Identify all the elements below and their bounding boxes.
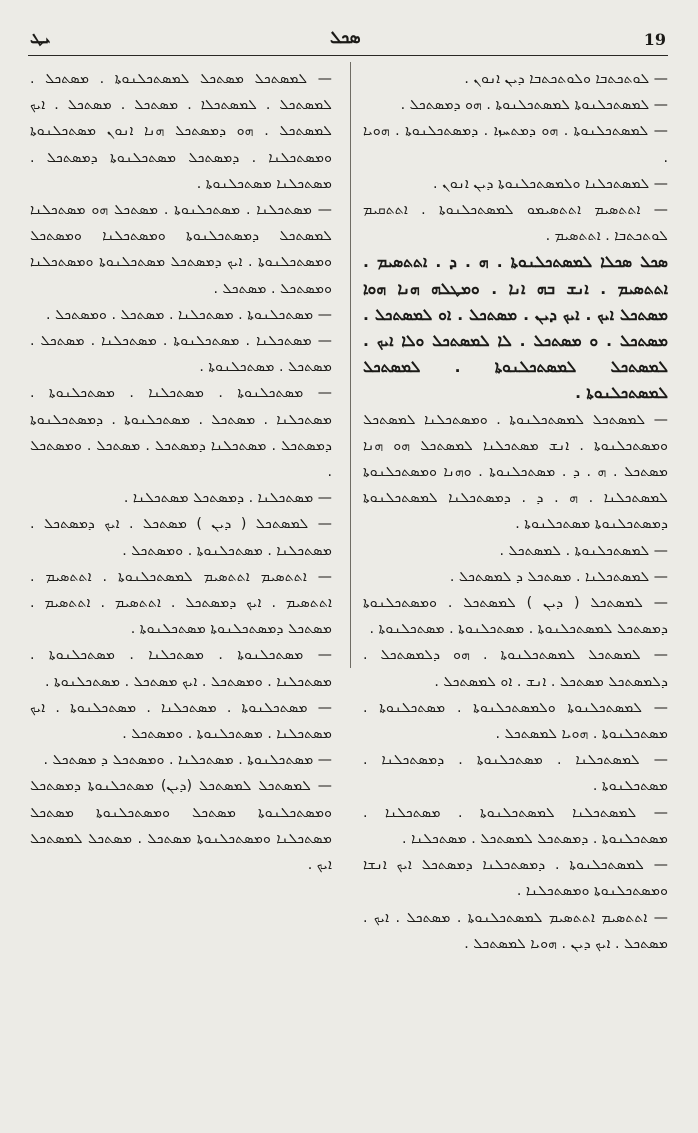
syriac-page-number: ܝܛ (30, 28, 51, 48)
entry: — ܠܡܣܬܟܠ ܠܡܣܬܟܠܢܘܬܐ . ܘܡܣܬܟܠܢܐ ܠܡܣܬܟܠ ܘܡܣܬܟܠܢܘܬܐ . ܐܢܫ ܡܣܬܟܠܢܐ ܠܡܣܬܟܠ ܗܘ ܗܢܐ ܡܣܬܟܠ . ܗ . ܕ . ܡܣܬܟܠܢܘܬܐ . ܘܗܢܐ ܘܡܣܬܟܠܢܘܬܐ ܠܡܣܬܟܠܢܐ . ܗ . ܕ . ܕܡܣܬܟܠܢܐ ܠܡܣܬܟܠܢܘܬܐ ܕܡܣܬܟܠܢܘܬܐ ܡܣܬܟܠܢܘܬܐ . (363, 411, 668, 533)
page-header (0, 26, 698, 56)
entry: — ܐܬܬܣܝܡ ܐܬܬܣܝܡ ܠܡܣܬܟܠܢܘܬܐ . ܡܣܬܟܠ . ܐܝܟ . ܡܣܬܟܠ . ܐܝܟ ܕܝܢ . ܗܘܝܐ ܠܡܣܬܟܠ . (363, 909, 668, 952)
running-head: ܣܟܠ (330, 28, 361, 48)
entry: — ܠܡܣܬܟܠܢܐ ܠܡܣܬܟܠܢܘܬܐ . ܡܣܬܟܠܢܐ . ܡܣܬܟܠܢܘܬܐ . ܕܡܣܬܟܠ ܠܡܣܬܟܠ . ܡܣܬܟܠܢܐ . (363, 804, 668, 847)
entry: — ܡܣܬܟܠܢܘܬܐ . ܡܣܬܟܠܢܐ . ܡܣܬܟܠܢܘܬܐ . ܡܣܬܟܠܢܐ . ܘܡܣܬܟܠ . ܐܝܟ ܡܣܬܟܠ . ܡܣܬܟܠܢܘܬܐ . (30, 647, 332, 690)
entry: — ܠܡܣܬܟܠܢܐ . ܡܣܬܟܠܢܘܬܐ . ܕܡܣܬܟܠܢܐ . ܡܣܬܟܠܢܘܬܐ . (363, 752, 668, 795)
headword-entry: ܣܟܠ ܣܟܠܐ ܠܡܣܬܟܠܢܘܬܐ . ܗ . ܕ . ܐܬܬܣܝܡ . ܐܬܬܣܝܡ . ܐܢܫ ܒܗ ܐܢܐ . ܘܡܛܠܗ ܗܢܐ ܗܘܐ ܡܣܬܟܠ ܐܝܟ . ܐܝܟ ܕܝܢ . ܡܣܬܟܠ . ܐܘ ܠܡܣܬܟܠ . ܡܣܬܟܠ . ܘ ܡܣܬܟܠ . ܠܐ ܠܡܣܬܟܠ ܘܠܐ ܐܝܟ . ܠܡܣܬܟܠ ܠܡܣܬܟܠܢܘܬܐ . ܠܡܣܬܟܠ ܠܡܣܬܟܠܢܘܬܐ . (363, 253, 668, 403)
entry: — ܠܡܣܬܟܠܢܘܬܐ . ܠܡܣܬܟܠ . (499, 542, 668, 559)
entry: — ܐܬܬܣܝܡ ܐܬܬܣܝܡܘ ܠܡܣܬܟܠܢܘܬܐ . ܐܬܬܩܝܡ ܠܘܬܟܬܒܐ . ܐܬܬܣܝܡ . (363, 202, 668, 245)
column-divider (350, 62, 351, 668)
entry: — ܡܣܬܟܠܢܐ . ܕܡܣܬܟܠ ܡܣܬܟܠܢܐ . (123, 490, 332, 507)
entry: — ܠܡܣܬܟܠ ܡܣܬܟܠ ܠܡܣܬܟܠܢܘܬܐ . ܡܣܬܟܠ . ܠܡܣܬܟܠ . ܠܡܣܬܟܠܐ . ܡܣܬܟܠ . ܡܣܬܟܠ . ܐܝܟ ܠܡܣܬܟܠ . ܗܘ ܕܡܣܬܟܠ ܗܢܐ ܐܢܘܢ ܡܣܬܟܠܢܘܬܐ ܘܡܣܬܟܠܢܐ . ܕܡܣܬܟܠ ܡܣܬܟܠܢܘܬܐ ܕܡܣܬܟܠ . ܡܣܬܟܠܢܐ ܡܣܬܟܠܢܘܬܐ . (30, 71, 332, 192)
entry: — ܡܣܬܟܠܢܐ . ܡܣܬܟܠܢܘܬܐ . ܡܣܬܟܠܢܐ . ܡܣܬܟܠ . ܡܣܬܟܠ . ܡܣܬܟܠܢܘܬܐ . (30, 333, 332, 376)
entry: — ܠܡܣܬܟܠܢܘܬܐ ܠܡܣܬܟܠܢܘܬܐ . ܗܘ ܕܡܣܬܟܠ . (400, 97, 668, 114)
entry: — ܡܣܬܟܠܢܐ . ܡܣܬܟܠܢܘܬܐ . ܡܣܬܟܠ ܗܘ ܡܣܬܟܠܢܐ ܠܡܣܬܟܠ ܕܡܣܬܟܠܢܘܬܐ ܘܡܣܬܟܠܢܐ ܘܡܣܬܟܠ ܘܡܣܬܟܠܢܘܬܐ . ܐܝܟ ܕܡܣܬܟܠ ܡܣܬܟܠܢܘܬܐ ܘܡܣܬܟܠܢܐ ܘܡܣܬܟܠ . ܡܣܬܟܠ . (30, 202, 332, 297)
entry: — ܐܬܬܣܝܡ ܐܬܬܣܝܡ ܠܡܣܬܟܠܢܘܬܐ . ܐܬܬܣܝܡ . ܐܬܬܣܝܡ . ܐܝܟ ܕܡܣܬܟܠ . ܐܬܬܣܝܡ . ܐܬܬܣܝܡ . ܡܣܬܟܠ ܕܡܣܬܟܠܢܘܬܐ ܡܣܬܟܠܢܘܬܐ . (30, 568, 332, 638)
entry: — ܠܡܣܬܟܠܢܘܬܐ ܘܠܡܣܬܟܠܢܘܬܐ . ܡܣܬܟܠܢܘܬܐ . ܡܣܬܟܠܢܘܬܐ . ܗܘܝܐ ܠܡܣܬܟܠ . (363, 699, 668, 743)
entry: — ܠܘܬܟܬܒܐ ܘܠܘܬܟܬܒܐ ܕܝܢ ܐܢܘܢ . (464, 71, 668, 87)
header-rule (28, 55, 668, 56)
entry: — ܡܣܬܟܠܢܘܬܐ . ܡܣܬܟܠܢܐ . ܡܣܬܟܠܢܘܬܐ . ܡܣܬܟܠܢܐ . ܡܣܬܟܠ . ܡܣܬܟܠܢܘܬܐ . ܕܡܣܬܟܠܢܘܬܐ ܕܡܣܬܟܠ . ܡܣܬܟܠܢܐ ܕܡܣܬܟܠ . ܡܣܬܟܠ . ܘܡܣܬܟܠ . (30, 385, 332, 481)
entry: — ܡܣܬܟܠܢܘܬܐ . ܡܣܬܟܠܢܐ . ܡܣܬܟܠ . ܘܡܣܬܟܠ . (46, 306, 332, 323)
entry: — ܠܡܣܬܟܠܢܐ ܘܠܡܣܬܟܠܢܘܬܐ ܕܝܢ ܐܢܘܢ . (433, 175, 668, 192)
entry: — ܡܣܬܟܠܢܘܬܐ . ܡܣܬܟܠܢܐ . ܡܣܬܟܠܢܘܬܐ . ܐܝܟ ܡܣܬܟܠܢܐ . ܡܣܬܟܠܢܘܬܐ . ܘܡܣܬܟܠ . (30, 699, 332, 743)
left-column (30, 66, 332, 878)
entry: — ܠܡܣܬܟܠܢܘܬܐ . ܕܡܣܬܟܠܢܐ ܕܡܣܬܟܠ ܐܝܟ ܐܢܫܐ ܘܡܣܬܟܠܢܘܬܐ ܘܡܣܬܟܠܢܐ . (363, 857, 668, 900)
entry: — ܠܡܣܬܟܠ ܠܡܣܬܟܠ (ܕܝܢ) ܡܣܬܟܠܢܘܬܐ ܕܡܣܬܟܠ ܘܡܣܬܟܠܢܘܬܐ ܡܣܬܟܠ ܘܡܣܬܟܠܢܘܬܐ ܡܣܬܟܠ ܡܣܬܟܠܢܐ ܘܡܣܬܟܠܢܘܬܐ ܡܣܬܟܠ . ܡܣܬܟܠ ܠܡܣܬܟܠ ܐܝܟ . (30, 778, 332, 874)
entry: — ܠܡܣܬܟܠ ܠܡܣܬܟܠܢܘܬܐ . ܗܘ ܕܠܡܣܬܟܠ . ܕܠܡܣܬܟܠ ܡܣܬܟܠ . ܐܢܫ . ܐܘ ܠܡܣܬܟܠ . (363, 647, 668, 690)
entry: — ܠܡܣܬܟܠܢܘܬܐ . ܗܘ ܕܡܬܚܙܐ . ܕܡܣܬܟܠܢܘܬܐ . ܗܘܝܐ . (363, 123, 668, 166)
entry: — ܡܣܬܟܠܢܘܬܐ . ܡܣܬܟܠܢܐ . ܘܡܣܬܟܠ ܕ ܡܣܬܟܠ . (43, 752, 332, 769)
entry: — ܠܡܣܬܟܠܢܐ . ܡܣܬܟܠ ܕ ܠܡܣܬܟܠ . (449, 568, 668, 585)
entry: — ܠܡܣܬܟܠ ( ܕܝܢ ) ܠܡܣܬܟܠ . ܘܡܣܬܟܠܢܘܬܐ ܕܡܣܬܟܠ ܠܡܣܬܟܠܢܘܬܐ . ܡܣܬܟܠܢܘܬܐ . ܡܣܬܟܠܢܘܬܐ . (363, 595, 668, 638)
entry: — ܠܡܣܬܟܠ ( ܕܝܢ ) ܡܣܬܟܠ . ܐܝܟ ܕܡܣܬܟܠ . ܡܣܬܟܠܢܐ . ܡܣܬܟܠܢܘܬܐ . ܘܡܣܬܟܠ . (30, 516, 332, 559)
right-column (363, 66, 668, 957)
page-number: 19 (643, 30, 666, 49)
